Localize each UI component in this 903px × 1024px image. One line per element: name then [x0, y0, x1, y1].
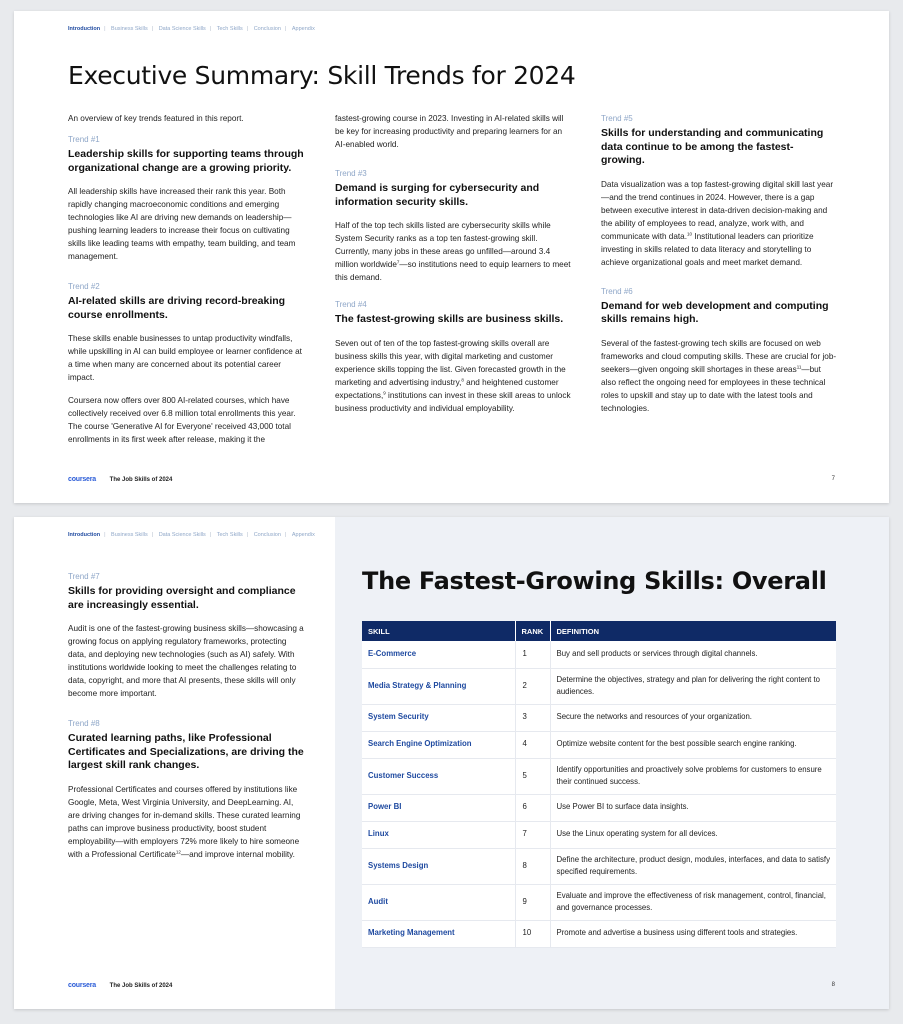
column-1 [68, 112, 304, 456]
trend-body: Seven out of ten of the top fastest-growing skills overall are business skills this year, with digital marketing and customer experience skills topping the list. Given forecasted growth in the marketing and advertising industry,$^8$ and heightened customer expectations,$^9$ institutions can invest in these skill areas to unlock business productivity and individual employability. [335, 338, 571, 413]
nav-item-appendix[interactable]: Appendix [291, 532, 315, 538]
skill-name: Marketing Management [362, 920, 515, 947]
table-row [362, 704, 836, 731]
table-row [362, 920, 836, 947]
nav-item-tech-skills[interactable]: Tech Skills [216, 532, 243, 538]
trend-body-continued: fastest-growing course in 2023. Investing in AI-related skills will be key for increasing productivity and preparing learners for an AI-enabled world. [335, 114, 564, 149]
skill-rank: 5 [515, 758, 550, 794]
trend-8 [68, 717, 304, 861]
column-3 [601, 112, 837, 425]
section-nav: Introduction | Business Skills | Data Science Skills | Tech Skills | Conclusion | Appendix [68, 532, 315, 538]
report-page-7 [14, 11, 889, 503]
trend-label: Trend #7 [68, 572, 100, 581]
trend-4 [335, 298, 571, 415]
trend-title: Curated learning paths, like Professional Certificates and Specializations, are driving the largest skill rank changes. [68, 732, 304, 771]
skill-rank: 6 [515, 794, 550, 821]
skill-definition: Identify opportunities and proactively solve problems for customers to ensure their continued success. [550, 758, 836, 794]
skill-definition: Buy and sell products or services through digital channels. [550, 641, 836, 668]
trend-label: Trend #3 [335, 169, 367, 178]
skill-name: Systems Design [362, 848, 515, 884]
trend-body: Coursera now offers over 800 AI-related courses, which have collectively received over 6.8 million total enrollments this year. The course 'Generative AI for Everyone' received 43,000 total enrollments in its first week after release, making it the [68, 396, 296, 444]
trend-2 [68, 280, 304, 446]
page-title: Executive Summary: Skill Trends for 2024 [68, 61, 576, 90]
trend-label: Trend #2 [68, 282, 100, 291]
skill-rank: 3 [515, 704, 550, 731]
skill-rank: 1 [515, 641, 550, 668]
trend-6 [601, 285, 837, 415]
intro-text: An overview of key trends featured in this report. [68, 114, 244, 123]
skill-name: Audit [362, 884, 515, 920]
trend-3 [335, 167, 571, 284]
skill-rank: 9 [515, 884, 550, 920]
document-title: The Job Skills of 2024 [109, 477, 173, 483]
trend-label: Trend #5 [601, 114, 633, 123]
skill-definition: Use the Linux operating system for all devices. [550, 821, 836, 848]
skill-definition: Evaluate and improve the effectiveness of risk management, control, financial, and governance processes. [550, 884, 836, 920]
skill-name: Linux [362, 821, 515, 848]
coursera-logo: coursera [68, 476, 96, 483]
trend-label: Trend #6 [601, 286, 633, 296]
skill-definition: Determine the objectives, strategy and plan for delivering the right content to audiences. [550, 668, 836, 704]
table-row [362, 731, 836, 758]
skill-name: E-Commerce [362, 641, 515, 668]
table-header-row [362, 621, 836, 641]
trend-body: Data visualization was a top fastest-growing digital skill last year—and the trend continues in 2024. However, there is a gap between executive interest in data-driven decision-making and the ability of employees to read, analyze, work with, and communicate with data.$^{10}$ Institutional leaders can prioritize investing in skills related to data literacy and storytelling to achieve organizational goals and meet market demand. [601, 179, 834, 267]
trend-title: Skills for providing oversight and compliance are increasingly essential. [68, 585, 296, 611]
coursera-logo: coursera [68, 982, 96, 989]
nav-item-business-skills[interactable]: Business Skills [111, 26, 148, 32]
trend-body: Audit is one of the fastest-growing business skills—showcasing a growing focus on applying regulatory frameworks, protecting data, and deploying new technologies (such as AI) safely. With institutions worldwide looking to meet the challenges relating to data, copyright, and more that AI presents, these skills will only become more important. [68, 624, 304, 698]
trend-title: The fastest-growing skills are business skills. [335, 313, 564, 325]
trend-title: AI-related skills are driving record-breaking course enrollments. [68, 295, 286, 321]
nav-item-introduction[interactable]: Introduction [68, 26, 101, 32]
skill-name: Media Strategy & Planning [362, 668, 515, 704]
table-row [362, 668, 836, 704]
skill-definition: Define the architecture, product design, modules, interfaces, and data to satisfy specified requirements. [550, 848, 836, 884]
table-title: The Fastest-Growing Skills: Overall [362, 567, 827, 595]
table-row [362, 821, 836, 848]
trend-body: Several of the fastest-growing tech skills are focused on web frameworks and cloud computing skills. These are crucial for job-seekers—given ongoing skill shortages in these areas$^{11}$—but also reflect the ongoing need for employees in these technical roles to upskill and stay up to date with the latest tools and technologies. [601, 338, 837, 413]
page-number: 7 [831, 476, 835, 482]
table-row [362, 794, 836, 821]
table-row [362, 848, 836, 884]
column-header-skill: SKILL [362, 621, 515, 641]
report-page-8 [14, 517, 889, 1009]
page-footer [68, 476, 172, 483]
column-header-rank: RANK [515, 621, 550, 641]
nav-item-appendix[interactable]: Appendix [291, 26, 315, 32]
skill-name: Customer Success [362, 758, 515, 794]
skill-rank: 10 [515, 920, 550, 947]
table-row [362, 641, 836, 668]
skills-table-panel [335, 517, 889, 1009]
skill-name: System Security [362, 704, 515, 731]
trend-title: Skills for understanding and communicating data continue to be among the fastest-growing. [601, 127, 824, 166]
nav-item-conclusion[interactable]: Conclusion [253, 532, 281, 538]
trend-1 [68, 133, 304, 263]
trend-body: All leadership skills have increased their rank this year. Both rapidly changing macroeconomic conditions and emerging technologies like AI are driving new demands on leadership—pushing learning leaders to increase their focus on cultivating skills like leading teams with empathy, team building, and team management. [68, 187, 296, 261]
trend-label: Trend #8 [68, 719, 100, 728]
column-2 [335, 112, 571, 425]
nav-item-data-science-skills[interactable]: Data Science Skills [158, 532, 206, 538]
skill-definition: Promote and advertise a business using different tools and strategies. [550, 920, 836, 947]
nav-item-conclusion[interactable]: Conclusion [253, 26, 281, 32]
skill-definition: Secure the networks and resources of your organization. [550, 704, 836, 731]
trend-body: These skills enable businesses to untap productivity windfalls, while upskilling in AI can build employee or learner confidence at a time when many are concerned about its potential career impact. [68, 334, 302, 382]
skill-name: Search Engine Optimization [362, 731, 515, 758]
nav-item-tech-skills[interactable]: Tech Skills [216, 26, 243, 32]
skill-rank: 2 [515, 668, 550, 704]
trend-title: Demand for web development and computing skills remains high. [601, 299, 829, 325]
page-number: 8 [831, 982, 835, 988]
column-header-definition: DEFINITION [550, 621, 836, 641]
page-footer [68, 982, 172, 989]
trend-label: Trend #1 [68, 135, 100, 144]
skill-definition: Use Power BI to surface data insights. [550, 794, 836, 821]
document-title: The Job Skills of 2024 [109, 983, 173, 989]
skill-definition: Optimize website content for the best possible search engine ranking. [550, 731, 836, 758]
trend-5 [601, 112, 837, 269]
skill-rank: 7 [515, 821, 550, 848]
trend-body: Half of the top tech skills listed are cybersecurity skills while System Security ranks as a top ten fastest-growing skill. Currently, many jobs in these areas go unfilled—around 3.4 million worldwide$^7$—so institutions need to equip learners to meet this demand. [335, 221, 571, 282]
skill-rank: 4 [515, 731, 550, 758]
trend-title: Demand is surging for cybersecurity and information security skills. [335, 182, 540, 208]
table-row [362, 884, 836, 920]
trend-7 [68, 570, 304, 700]
nav-item-data-science-skills[interactable]: Data Science Skills [158, 26, 206, 32]
column-1 [68, 570, 304, 871]
skills-table [362, 621, 836, 948]
skill-rank: 8 [515, 848, 550, 884]
nav-item-introduction[interactable]: Introduction [68, 532, 101, 538]
trend-body: Professional Certificates and courses offered by institutions like Google, Meta, West Virginia University, and DeepLearning. AI, are driving changes for in-demand skills. These curated learning paths can improve business productivity, boost student employability—with employers 72% more likely to hire someone with a Professional Certificate$^{12}$—and improve internal mobility. [68, 784, 301, 859]
trend-label: Trend #4 [335, 300, 367, 309]
trend-title: Leadership skills for supporting teams through organizational change are a growing priority. [68, 148, 304, 174]
section-nav: Introduction | Business Skills | Data Science Skills | Tech Skills | Conclusion | Appendix [68, 26, 315, 32]
skill-name: Power BI [362, 794, 515, 821]
table-row [362, 758, 836, 794]
nav-item-business-skills[interactable]: Business Skills [111, 532, 148, 538]
